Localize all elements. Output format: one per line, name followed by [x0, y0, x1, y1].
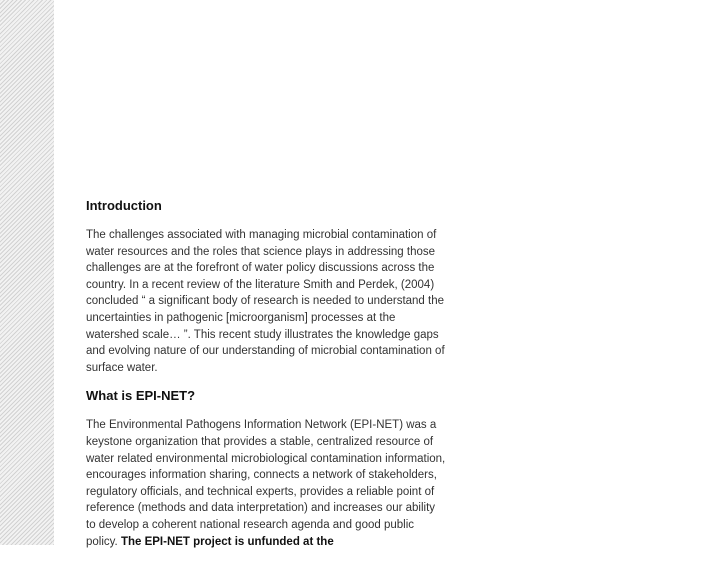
epi-net-paragraph-text: The Environmental Pathogens Information Network (EPI-NET) was a keystone organization that provides a stable, centralized resource of water related environmental microbiological contamination information, encourages information sharing, connects a network of stakeholders, regulatory officials, and technical experts, provides a reliable point of reference (methods and data interpretation) and increases our ability to develop a coherent national research agenda and good public policy.: [86, 419, 446, 548]
section-heading-introduction: Introduction: [86, 198, 162, 213]
epi-net-unfunded-notice: The EPI-NET project is unfunded at the: [120, 535, 334, 548]
sidebar-pattern: [0, 0, 54, 545]
article-content: [86, 198, 446, 562]
section-heading-what-is-epi-net: What is EPI-NET?: [86, 388, 196, 404]
epi-net-paragraph: [86, 417, 446, 550]
introduction-paragraph: The challenges associated with managing microbial contamination of water resources and the roles that science plays in addressing those challenges are at the forefront of water policy discussions across the country. In a recent review of the literature Smith and Perdek, (2004) concluded “ a significant body of research is needed to understand the uncertainties in pathogenic [microorganism] processes at the watershed scale… ”. This recent study illustrates the knowledge gaps and evolving nature of our understanding of microbial contamination of surface water.: [86, 229, 445, 374]
